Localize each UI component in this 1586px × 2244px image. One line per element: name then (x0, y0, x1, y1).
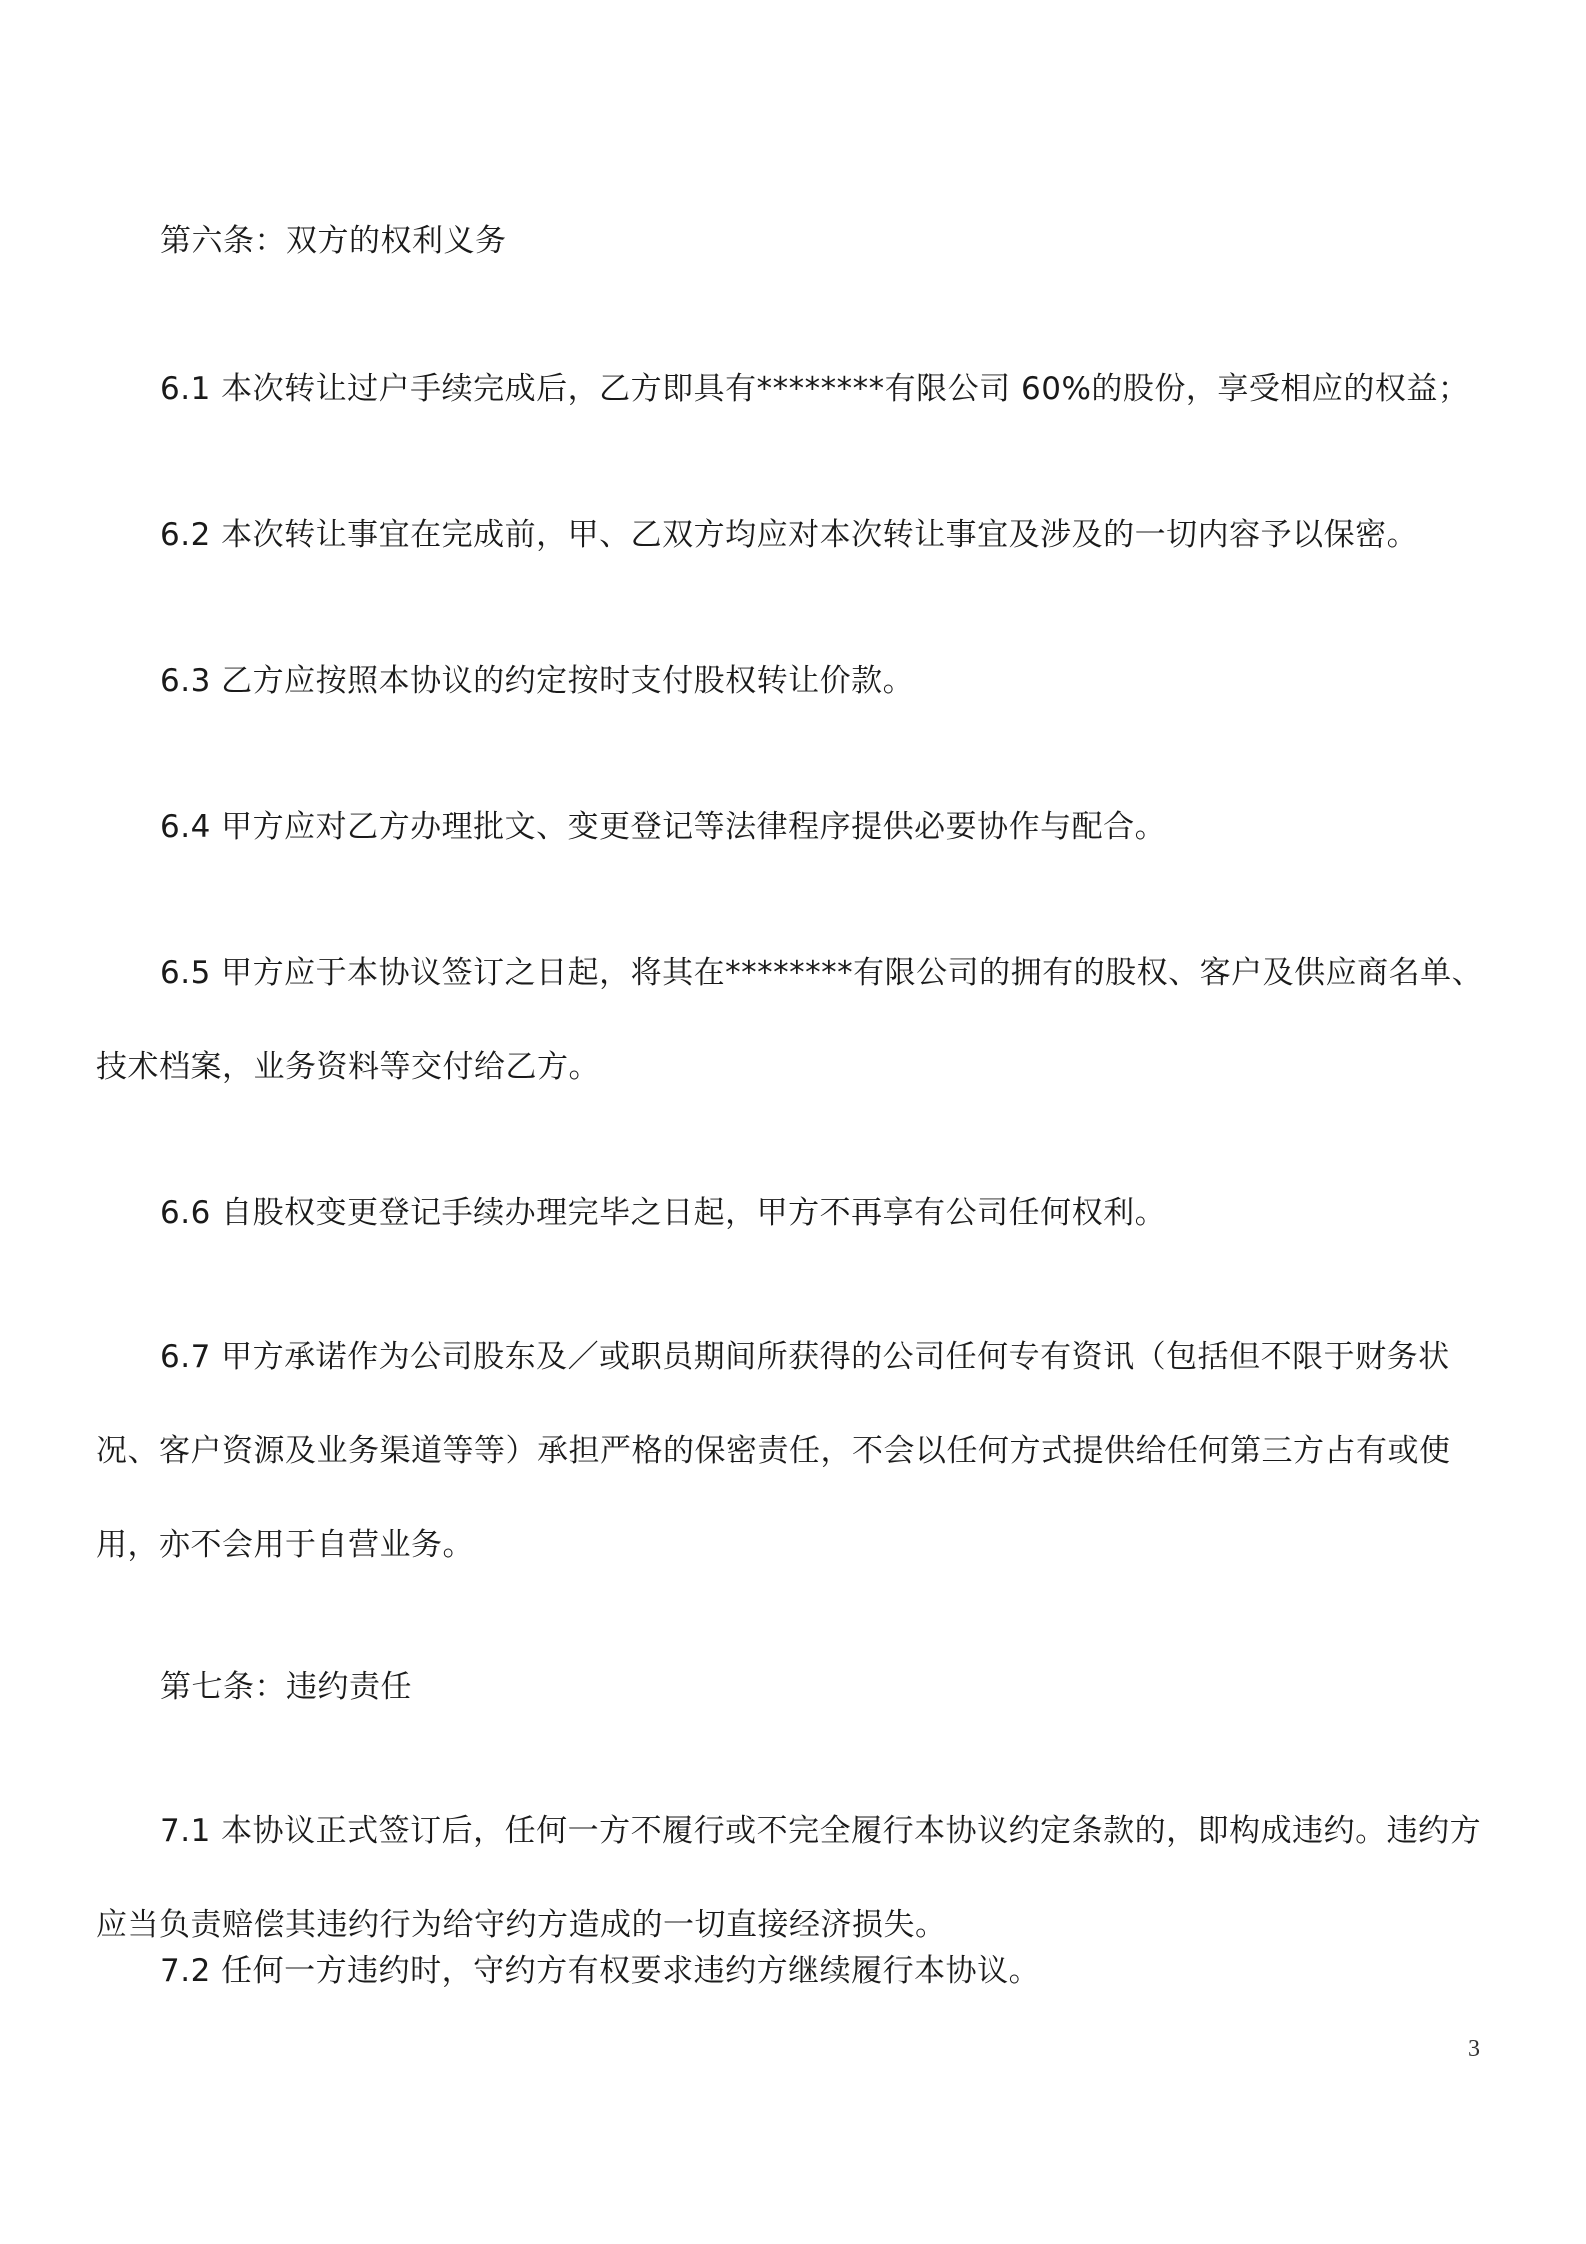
section-6-heading: 第六条：双方的权利义务 (160, 223, 507, 259)
clause-6-4: 6.4 甲方应对乙方办理批文、变更登记等法律程序提供必要协作与配合。 (160, 809, 1167, 845)
clause-6-3: 6.3 乙方应按照本协议的约定按时支付股权转让价款。 (160, 663, 915, 699)
section-7-heading: 第七条：违约责任 (160, 1669, 412, 1705)
clause-7-1: 7.1 本协议正式签订后，任何一方不履行或不完全履行本协议约定条款的，即构成违约。违约方应当负责赔偿其违约行为给守约方造成的一切直接经济损失。 (96, 1813, 1482, 1943)
clause-6-5: 6.5 甲方应于本协议签订之日起，将其在********有限公司的拥有的股权、客户及供应商名单、技术档案，业务资料等交付给乙方。 (96, 955, 1484, 1085)
clause-6-2: 6.2 本次转让事宜在完成前，甲、乙双方均应对本次转让事宜及涉及的一切内容予以保密。 (160, 517, 1419, 553)
page-number: 3 (1468, 2036, 1480, 2062)
clause-6-7: 6.7 甲方承诺作为公司股东及／或职员期间所获得的公司任何专有资讯（包括但不限于财务状况、客户资源及业务渠道等等）承担严格的保密责任，不会以任何方式提供给任何第三方占有或使用，亦不会用于自营业务。 (96, 1339, 1451, 1563)
clause-6-6: 6.6 自股权变更登记手续办理完毕之日起，甲方不再享有公司任何权利。 (160, 1195, 1167, 1231)
clause-7-2: 7.2 任何一方违约时，守约方有权要求违约方继续履行本协议。 (160, 1953, 1041, 1989)
clause-6-1: 6.1 本次转让过户手续完成后，乙方即具有********有限公司 60%的股份，享受相应的权益； (160, 371, 1470, 407)
